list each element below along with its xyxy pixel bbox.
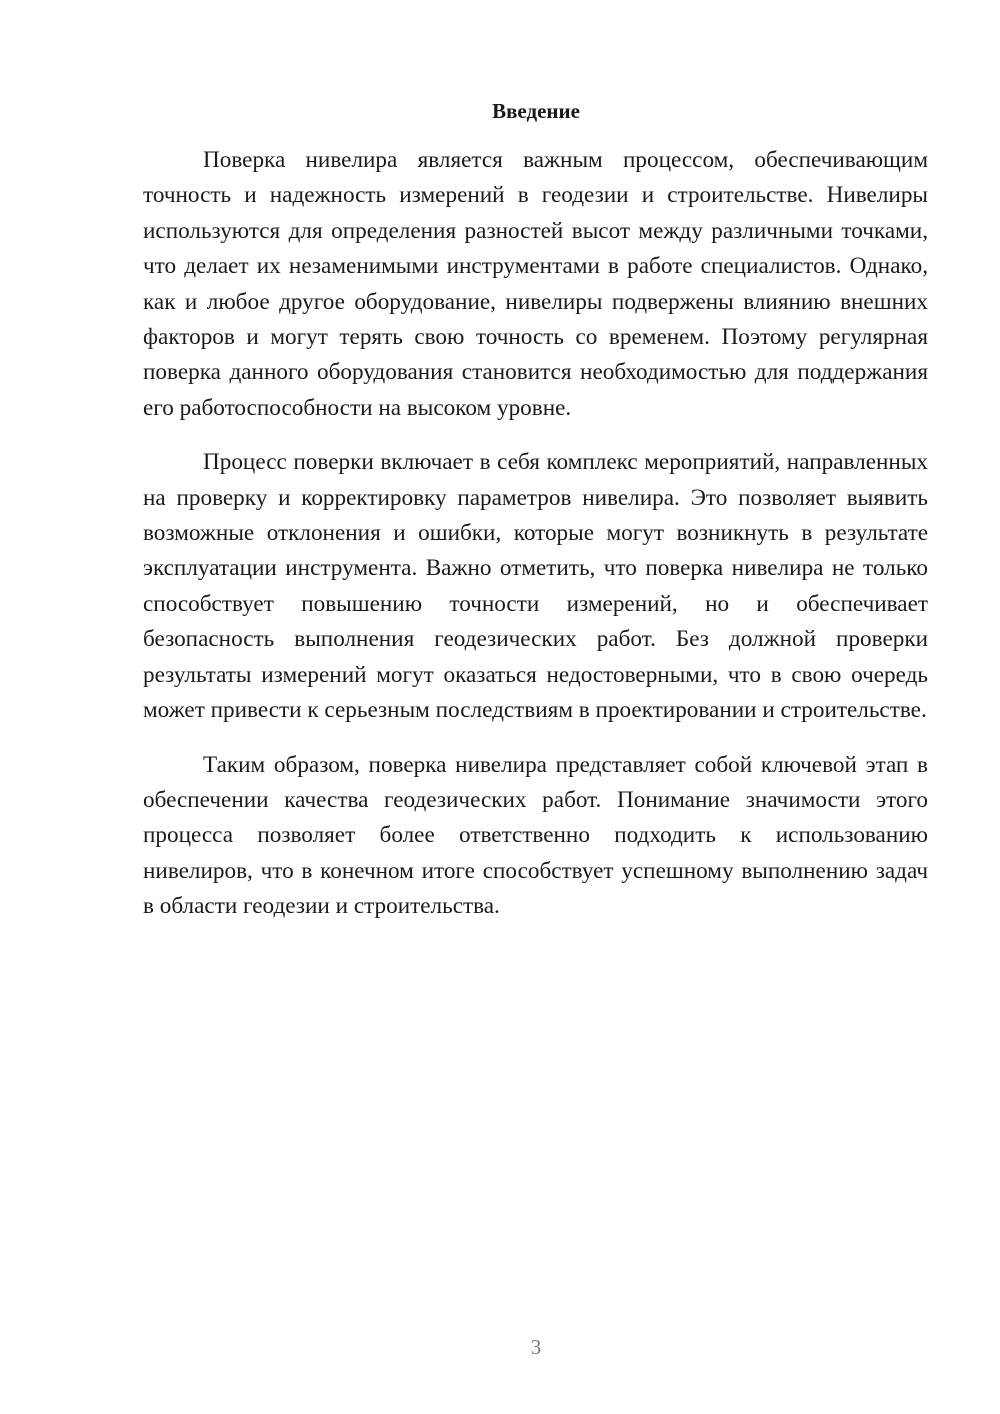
page-number: 3 — [530, 1335, 542, 1359]
section-heading: Введение — [492, 99, 580, 123]
paragraph-3: Таким образом, поверка нивелира представляет собой ключевой этап в обеспечении качества геодезических работ. Понимание значимости этого процесса позволяет более ответственно подходить к использованию нивелиров, что в конечном итоге способствует успешному выполнению задач в области геодезии и строительства. — [143, 751, 928, 920]
paragraph-1: Поверка нивелира является важным процессом, обеспечивающим точность и надежность измерений в геодезии и строительстве. Нивелиры используются для определения разностей высот между различными точками, что делает их незаменимыми инструментами в работе специалистов. Однако, как и любое другое оборудование, нивелиры подвержены влиянию внешних факторов и могут терять свою точность со временем. Поэтому регулярная поверка данного оборудования становится необходимостью для поддержания его работоспособности на высоком уровне. — [143, 147, 928, 421]
body-text — [143, 143, 928, 925]
paragraph-2: Процесс поверки включает в себя комплекс мероприятий, направленных на проверку и корректировку параметров нивелира. Это позволяет выявить возможные отклонения и ошибки, которые могут возникнуть в результате эксплуатации инструмента. Важно отметить, что поверка нивелира не только способствует повышению точности измерений, но и обеспечивает безопасность выполнения геодезических работ. Без должной проверки результаты измерений могут оказаться недостоверными, что в свою очередь может привести к серьезным последствиям в проектировании и строительстве. — [143, 449, 928, 724]
